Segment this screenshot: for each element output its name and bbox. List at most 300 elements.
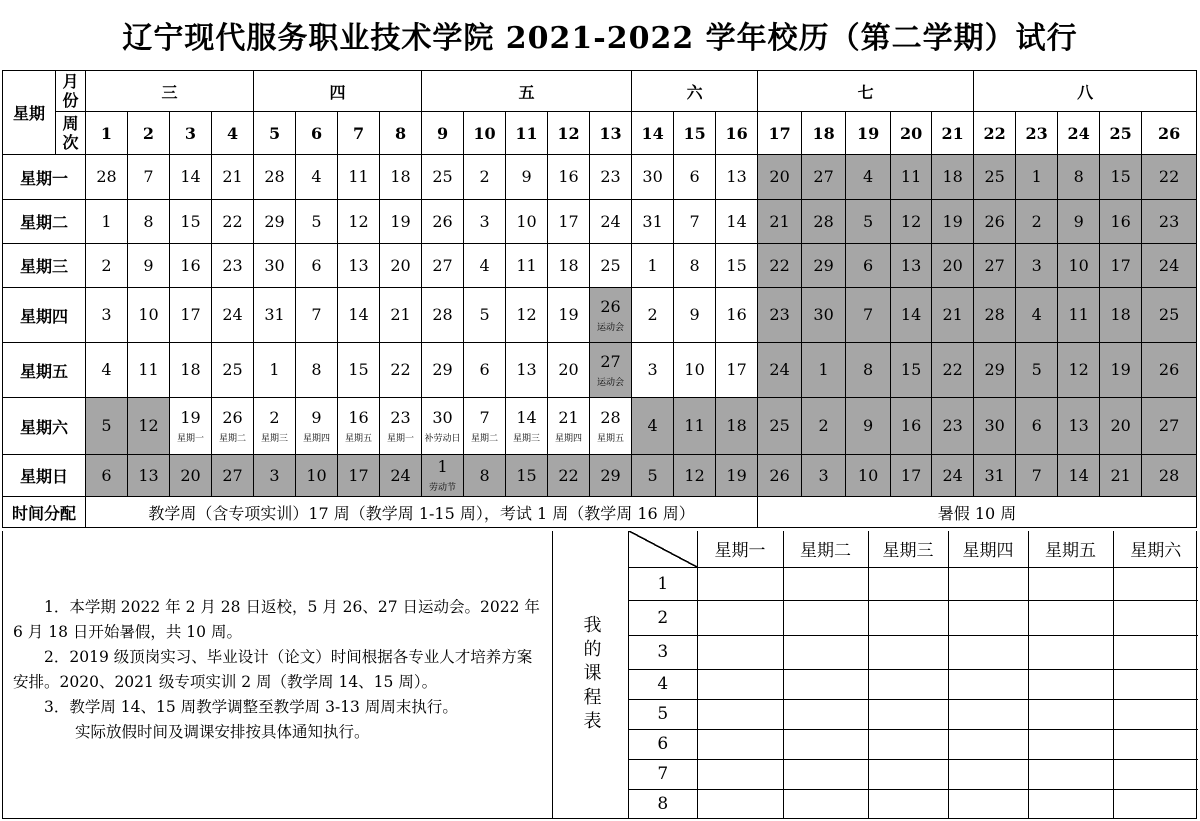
- date-cell: [632, 155, 674, 200]
- date-number: 13: [726, 167, 747, 186]
- schedule-slot[interactable]: [1028, 729, 1113, 759]
- date-cell: [338, 343, 380, 398]
- date-cell: [846, 288, 891, 343]
- schedule-slot[interactable]: [1113, 699, 1198, 729]
- my-schedule-label: [553, 531, 629, 819]
- date-cell: [802, 200, 846, 244]
- date-number: 19: [942, 211, 963, 231]
- date-number: 1: [1031, 167, 1042, 186]
- weekday-label: 星期五: [3, 343, 86, 398]
- schedule-slot[interactable]: [1113, 567, 1198, 600]
- schedule-slot[interactable]: [783, 699, 868, 729]
- date-cell: [846, 155, 891, 200]
- date-cell: [974, 343, 1016, 398]
- date-number: 22: [222, 211, 243, 231]
- date-cell: [802, 343, 846, 398]
- date-cell: [380, 398, 422, 455]
- date-cell: [1058, 200, 1100, 244]
- period-number: 2: [629, 600, 697, 635]
- week-label: [56, 112, 86, 155]
- date-number: 9: [689, 305, 700, 324]
- date-cell: [590, 200, 632, 244]
- date-number: 1: [101, 211, 112, 231]
- schedule-slot[interactable]: [697, 729, 783, 759]
- schedule-slot[interactable]: [1028, 600, 1113, 635]
- date-note: 星期一: [176, 433, 204, 444]
- date-cell: [846, 244, 891, 288]
- date-number: 28: [813, 211, 834, 231]
- week-number: 25: [1100, 112, 1142, 155]
- date-number: 28: [432, 305, 453, 324]
- date-cell: [802, 155, 846, 200]
- date-number: 12: [900, 211, 922, 231]
- date-number: 17: [726, 360, 747, 379]
- week-number: 16: [716, 112, 758, 155]
- date-number: 12: [348, 211, 369, 231]
- schedule-slot[interactable]: [1028, 635, 1113, 669]
- date-cell: [506, 343, 548, 398]
- schedule-slot[interactable]: [783, 729, 868, 759]
- date-cell: [86, 244, 128, 288]
- date-number: 19: [558, 305, 579, 324]
- date-number: 12: [1068, 360, 1089, 379]
- schedule-slot[interactable]: [783, 567, 868, 600]
- date-cell: [632, 244, 674, 288]
- date-number: 6: [479, 360, 490, 379]
- schedule-period-row: [629, 729, 1198, 759]
- date-cell: [128, 343, 170, 398]
- date-cell: [464, 398, 506, 455]
- date-cell: [1016, 244, 1058, 288]
- date-number: 2: [1031, 211, 1042, 231]
- date-cell: [758, 343, 802, 398]
- date-cell: [590, 398, 632, 455]
- date-number: 9: [1073, 211, 1084, 231]
- date-cell: [974, 155, 1016, 200]
- date-cell: [296, 398, 338, 455]
- schedule-slot[interactable]: [868, 635, 948, 669]
- date-cell: [212, 288, 254, 343]
- schedule-day-header: 星期二: [783, 531, 868, 567]
- date-cell: [464, 200, 506, 244]
- date-number: 30: [264, 255, 285, 275]
- date-number: 22: [390, 360, 411, 379]
- date-number: 30: [642, 167, 663, 186]
- date-cell: [1016, 155, 1058, 200]
- schedule-slot[interactable]: [948, 699, 1028, 729]
- teaching-allocation: 教学周（含专项实训）17 周（教学周 1-15 周），考试 1 周（教学周 16 周）: [86, 497, 758, 528]
- date-number: 29: [813, 255, 834, 275]
- date-number: 29: [432, 360, 453, 379]
- weekday-label: 星期三: [3, 244, 86, 288]
- week-number: 1: [86, 112, 128, 155]
- date-number: 6: [689, 167, 700, 186]
- date-number: 8: [311, 360, 322, 379]
- week-number: 4: [212, 112, 254, 155]
- schedule-slot[interactable]: [697, 669, 783, 699]
- week-number: 11: [506, 112, 548, 155]
- date-cell: [590, 455, 632, 497]
- date-cell: [128, 155, 170, 200]
- date-cell: [1058, 288, 1100, 343]
- month-cell: 八: [974, 71, 1197, 112]
- month-row: [3, 71, 1197, 112]
- date-cell: [170, 200, 212, 244]
- date-number: 31: [264, 305, 285, 324]
- date-cell: [1142, 200, 1197, 244]
- date-cell: [891, 455, 932, 497]
- date-cell: [338, 398, 380, 455]
- date-cell: [932, 155, 974, 200]
- week-number: 8: [380, 112, 422, 155]
- date-number: 15: [726, 255, 747, 275]
- date-cell: [891, 398, 932, 455]
- weekday-row: [3, 155, 1197, 200]
- schedule-slot[interactable]: [783, 635, 868, 669]
- date-number: 29: [600, 465, 621, 485]
- week-number: 26: [1142, 112, 1197, 155]
- my-schedule-table: [629, 531, 1198, 819]
- date-cell: [254, 398, 296, 455]
- schedule-slot[interactable]: [697, 759, 783, 789]
- schedule-slot[interactable]: [1028, 567, 1113, 600]
- date-number: 10: [857, 465, 879, 485]
- date-number: 16: [180, 255, 201, 275]
- schedule-day-header: 星期四: [948, 531, 1028, 567]
- date-cell: [758, 288, 802, 343]
- page-title: 辽宁现代服务职业技术学院 2021-2022 学年校历（第二学期）试行: [122, 21, 1078, 56]
- date-cell: [296, 155, 338, 200]
- date-note: 运动会: [597, 322, 625, 333]
- month-cell: 六: [632, 71, 758, 112]
- date-cell: [674, 200, 716, 244]
- date-number: 18: [390, 167, 411, 186]
- week-number: 24: [1058, 112, 1100, 155]
- date-cell: [1100, 343, 1142, 398]
- date-cell: [296, 343, 338, 398]
- schedule-header-row: [629, 531, 1198, 567]
- schedule-slot[interactable]: [868, 600, 948, 635]
- date-number: 27: [432, 255, 453, 275]
- date-number: 3: [647, 360, 658, 379]
- date-cell: [974, 200, 1016, 244]
- week-number: 21: [932, 112, 974, 155]
- date-number: 12: [684, 465, 705, 485]
- schedule-slot[interactable]: [868, 759, 948, 789]
- schedule-slot[interactable]: [783, 759, 868, 789]
- date-number: 3: [818, 465, 829, 485]
- week-row: [3, 112, 1197, 155]
- date-number: 11: [348, 167, 369, 186]
- date-cell: [674, 398, 716, 455]
- date-number: 19: [180, 407, 201, 427]
- schedule-slot[interactable]: [697, 699, 783, 729]
- weekday-header: 星期: [3, 71, 56, 155]
- date-cell: [380, 244, 422, 288]
- date-cell: [254, 244, 296, 288]
- schedule-slot[interactable]: [1113, 789, 1198, 819]
- week-number: 22: [974, 112, 1016, 155]
- date-cell: [464, 288, 506, 343]
- date-number: 5: [647, 465, 658, 485]
- date-cell: [1142, 455, 1197, 497]
- schedule-slot[interactable]: [697, 789, 783, 819]
- date-cell: [632, 343, 674, 398]
- period-number: 8: [657, 794, 669, 815]
- date-number: 18: [180, 360, 201, 379]
- date-cell: [380, 288, 422, 343]
- date-number: 25: [432, 167, 453, 186]
- date-cell: [506, 244, 548, 288]
- month-cell: 四: [254, 71, 422, 112]
- date-cell: [932, 398, 974, 455]
- date-number: 16: [348, 407, 369, 427]
- schedule-slot[interactable]: [783, 789, 868, 819]
- date-note: 补劳动日: [424, 433, 461, 444]
- week-number: 12: [548, 112, 590, 155]
- date-number: 18: [558, 255, 579, 275]
- date-number: 8: [479, 465, 490, 485]
- date-cell: [464, 155, 506, 200]
- schedule-slot[interactable]: [868, 789, 948, 819]
- date-cell: [974, 288, 1016, 343]
- date-cell: [1058, 455, 1100, 497]
- time-allocation-row: [3, 497, 1197, 528]
- date-number: 15: [516, 465, 537, 485]
- schedule-slot[interactable]: [948, 669, 1028, 699]
- schedule-slot[interactable]: [868, 699, 948, 729]
- date-number: 14: [1068, 465, 1089, 485]
- date-number: 23: [1158, 211, 1180, 231]
- schedule-slot[interactable]: [948, 600, 1028, 635]
- weekday-label: 星期日: [3, 455, 86, 497]
- period-number: 3: [629, 635, 697, 669]
- period-number: 6: [629, 729, 697, 759]
- date-number: 22: [558, 465, 579, 485]
- date-cell: [802, 398, 846, 455]
- date-note: 星期五: [597, 433, 625, 444]
- schedule-slot[interactable]: [1028, 699, 1113, 729]
- date-number: 8: [1073, 167, 1084, 186]
- date-number: 2: [818, 416, 829, 435]
- date-cell: [1058, 343, 1100, 398]
- vacation-allocation: 暑假 10 周: [758, 497, 1197, 528]
- date-number: 7: [689, 211, 700, 231]
- date-number: 23: [769, 305, 790, 324]
- date-cell: [716, 155, 758, 200]
- schedule-slot[interactable]: [948, 759, 1028, 789]
- date-cell: [422, 244, 464, 288]
- date-cell: [1016, 398, 1058, 455]
- schedule-period-row: [629, 789, 1198, 819]
- month-label-char: 份: [62, 91, 79, 110]
- date-cell: [506, 155, 548, 200]
- date-cell: [506, 200, 548, 244]
- date-cell: [86, 155, 128, 200]
- date-cell: [1100, 288, 1142, 343]
- schedule-period-row: [629, 635, 1198, 669]
- schedule-slot[interactable]: [783, 669, 868, 699]
- schedule-slot[interactable]: [948, 635, 1028, 669]
- date-number: 23: [942, 416, 963, 435]
- date-cell: [338, 200, 380, 244]
- date-number: 25: [600, 255, 621, 275]
- date-number: 30: [984, 416, 1005, 435]
- date-number: 18: [726, 416, 747, 435]
- date-number: 14: [348, 305, 369, 324]
- date-number: 10: [306, 465, 327, 485]
- date-number: 5: [863, 211, 874, 231]
- date-number: 16: [1110, 211, 1131, 231]
- schedule-slot[interactable]: [948, 729, 1028, 759]
- date-number: 3: [1031, 255, 1042, 275]
- schedule-slot[interactable]: [1113, 635, 1198, 669]
- schedule-slot[interactable]: [697, 600, 783, 635]
- date-number: 13: [348, 255, 369, 275]
- date-cell: [716, 343, 758, 398]
- week-number: 18: [802, 112, 846, 155]
- schedule-slot[interactable]: [868, 669, 948, 699]
- date-cell: [590, 343, 632, 398]
- weekday-label: 星期一: [3, 155, 86, 200]
- schedule-slot[interactable]: [948, 789, 1028, 819]
- date-number: 23: [222, 255, 243, 275]
- date-note: 星期二: [219, 433, 247, 444]
- schedule-slot[interactable]: [1113, 759, 1198, 789]
- date-number: 25: [1158, 305, 1180, 324]
- schedule-day-header: 星期三: [868, 531, 948, 567]
- date-cell: [846, 343, 891, 398]
- schedule-slot[interactable]: [1028, 789, 1113, 819]
- date-number: 5: [479, 305, 490, 324]
- date-cell: [1016, 455, 1058, 497]
- week-number: 20: [891, 112, 932, 155]
- date-number: 4: [479, 255, 490, 275]
- schedule-slot[interactable]: [1113, 600, 1198, 635]
- schedule-slot[interactable]: [948, 567, 1028, 600]
- date-number: 11: [1068, 305, 1089, 324]
- schedule-slot[interactable]: [868, 729, 948, 759]
- date-cell: [254, 288, 296, 343]
- date-cell: [674, 155, 716, 200]
- date-number: 21: [222, 167, 243, 186]
- date-number: 12: [516, 305, 537, 324]
- schedule-slot[interactable]: [697, 567, 783, 600]
- weekday-row: [3, 398, 1197, 455]
- date-number: 22: [1158, 167, 1180, 186]
- date-number: 6: [101, 465, 112, 485]
- month-label-char: 月: [62, 72, 79, 91]
- my-schedule-label-text: 我的课程表: [580, 615, 602, 735]
- schedule-slot[interactable]: [1028, 759, 1113, 789]
- date-cell: [674, 288, 716, 343]
- schedule-slot[interactable]: [783, 600, 868, 635]
- date-number: 14: [726, 211, 747, 231]
- schedule-period-row: [629, 567, 1198, 600]
- date-number: 29: [264, 211, 285, 231]
- schedule-slot[interactable]: [697, 635, 783, 669]
- date-number: 27: [600, 351, 621, 371]
- weekday-label: 星期六: [3, 398, 86, 455]
- date-number: 25: [222, 360, 243, 379]
- date-cell: [548, 398, 590, 455]
- date-cell: [422, 200, 464, 244]
- date-number: 21: [942, 305, 963, 324]
- date-cell: [891, 155, 932, 200]
- date-number: 3: [479, 211, 490, 231]
- date-number: 7: [479, 407, 490, 427]
- week-number: 15: [674, 112, 716, 155]
- date-cell: [212, 244, 254, 288]
- schedule-slot[interactable]: [1028, 669, 1113, 699]
- date-cell: [254, 200, 296, 244]
- date-cell: [380, 200, 422, 244]
- date-number: 11: [516, 255, 537, 275]
- date-cell: [128, 244, 170, 288]
- date-cell: [506, 288, 548, 343]
- date-cell: [1058, 244, 1100, 288]
- date-number: 3: [269, 465, 280, 485]
- date-cell: [974, 398, 1016, 455]
- date-cell: [506, 398, 548, 455]
- date-number: 5: [101, 416, 112, 435]
- date-cell: [802, 244, 846, 288]
- date-cell: [846, 455, 891, 497]
- weekday-label: 星期二: [3, 200, 86, 244]
- date-number: 17: [558, 211, 579, 231]
- week-number: 23: [1016, 112, 1058, 155]
- date-cell: [548, 343, 590, 398]
- date-number: 26: [432, 211, 453, 231]
- date-number: 4: [311, 167, 322, 186]
- date-cell: [422, 155, 464, 200]
- date-number: 19: [1110, 360, 1131, 379]
- date-number: 7: [143, 167, 154, 186]
- date-number: 24: [1158, 255, 1180, 275]
- schedule-slot[interactable]: [868, 567, 948, 600]
- date-number: 26: [222, 407, 243, 427]
- date-cell: [590, 244, 632, 288]
- date-cell: [758, 155, 802, 200]
- schedule-day-header: 星期一: [697, 531, 783, 567]
- date-cell: [632, 288, 674, 343]
- date-cell: [716, 200, 758, 244]
- date-note: 星期四: [555, 433, 583, 444]
- date-number: 17: [348, 465, 369, 485]
- date-cell: [716, 288, 758, 343]
- period-number: 4: [629, 669, 697, 699]
- date-cell: [758, 398, 802, 455]
- schedule-slot[interactable]: [1113, 729, 1198, 759]
- date-number: 14: [516, 407, 537, 427]
- week-number: 6: [296, 112, 338, 155]
- date-cell: [422, 288, 464, 343]
- date-cell: [212, 343, 254, 398]
- date-cell: [590, 155, 632, 200]
- date-cell: [846, 200, 891, 244]
- date-number: 15: [180, 211, 201, 231]
- date-number: 26: [600, 296, 621, 316]
- period-number: 7: [629, 759, 697, 789]
- date-cell: [170, 155, 212, 200]
- date-cell: [891, 343, 932, 398]
- date-number: 11: [900, 167, 922, 186]
- date-number: 18: [1110, 305, 1131, 324]
- date-number: 20: [769, 167, 790, 186]
- schedule-slot[interactable]: [1113, 669, 1198, 699]
- date-number: 20: [558, 360, 579, 379]
- date-cell: [974, 244, 1016, 288]
